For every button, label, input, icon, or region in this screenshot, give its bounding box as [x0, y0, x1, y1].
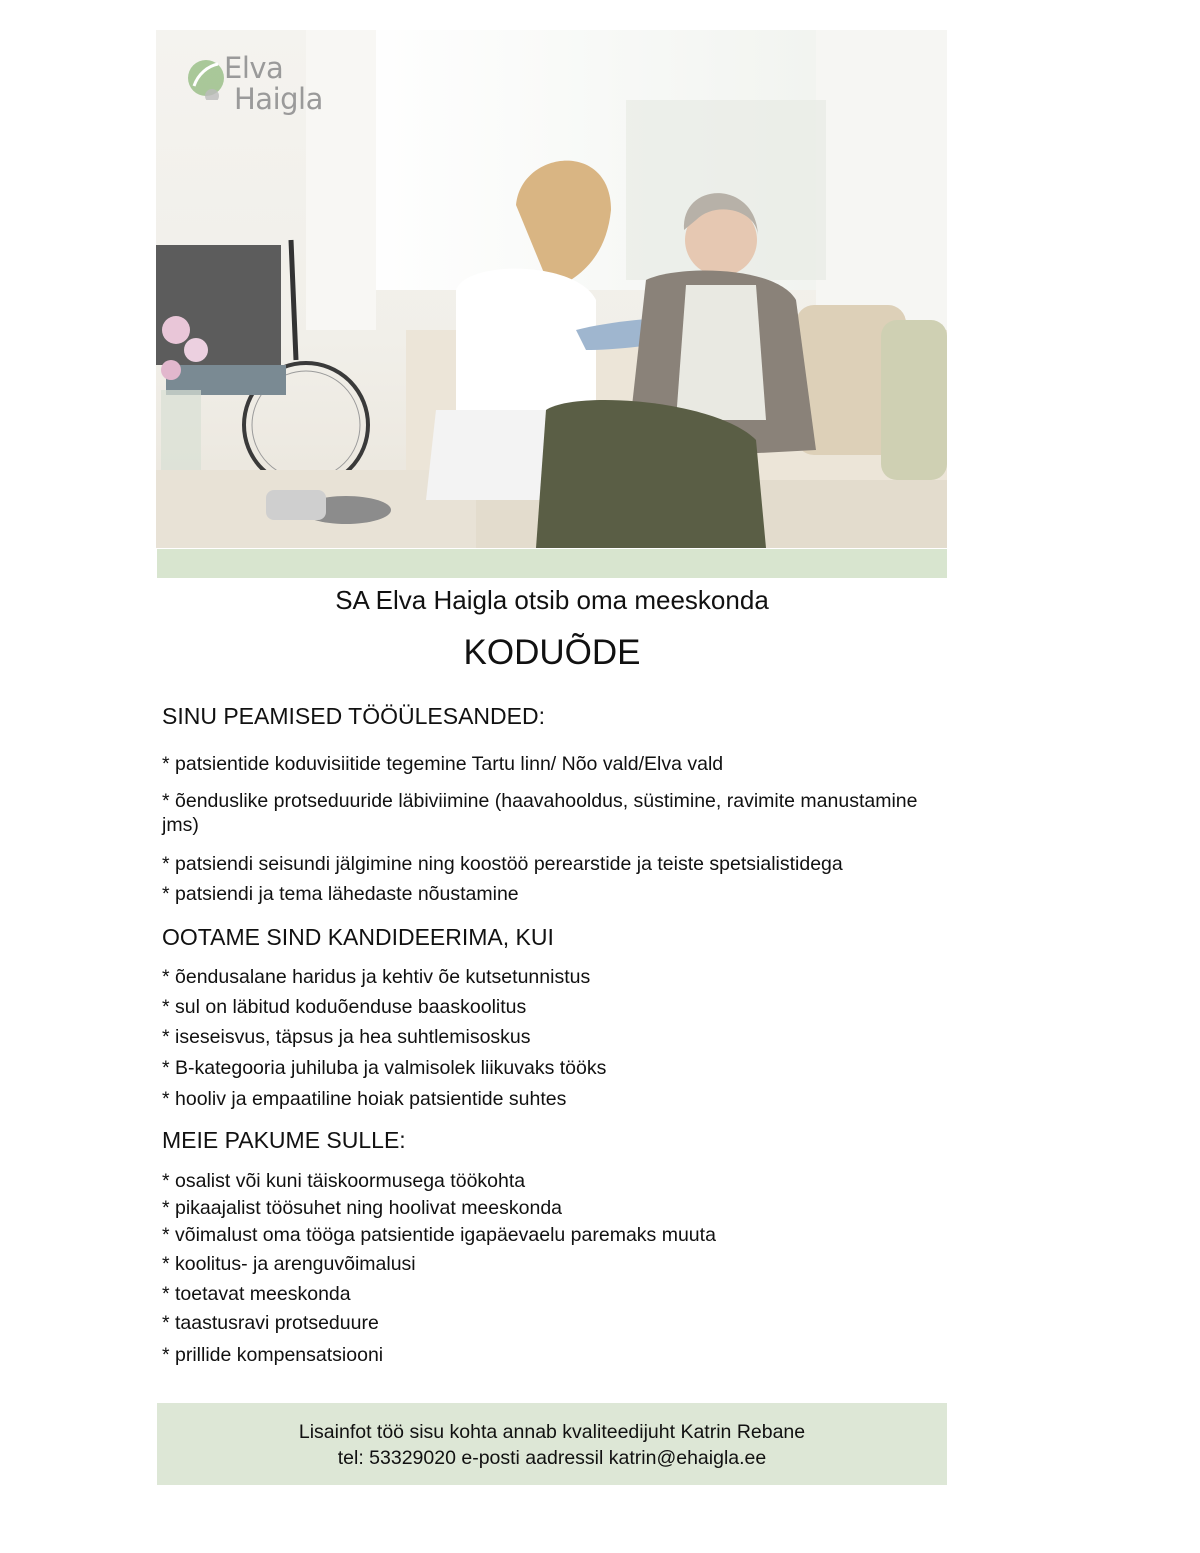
contact-footer	[157, 1403, 947, 1485]
logo-text-haigla: Haigla	[234, 82, 323, 116]
list-item: * sul on läbitud koduõenduse baaskoolitus	[162, 996, 527, 1018]
list-item: * võimalust oma tööga patsientide igapäevaelu paremaks muuta	[162, 1224, 716, 1246]
logo-text-elva: Elva	[224, 51, 284, 85]
list-item: * patsiendi seisundi jälgimine ning koostöö perearstide ja teiste spetsialistidega	[162, 853, 843, 875]
list-item: * B-kategooria juhiluba ja valmisolek liikuvaks tööks	[162, 1057, 607, 1079]
contact-info-line: Lisainfot töö sisu kohta annab kvaliteedijuht Katrin Rebane	[298, 1421, 806, 1443]
list-item: * õendusalane haridus ja kehtiv õe kutsetunnistus	[162, 966, 591, 988]
contact-details-line[interactable]: tel: 53329020 e-posti aadressil katrin@ehaigla.ee	[337, 1447, 767, 1469]
page-title: KODUÕDE	[463, 633, 641, 672]
list-item: * prillide kompensatsiooni	[162, 1344, 384, 1366]
list-item: * toetavat meeskonda	[162, 1283, 351, 1305]
list-item: * patsiendi ja tema lähedaste nõustamine	[162, 883, 519, 905]
list-item: * iseseisvus, täpsus ja hea suhtlemisoskus	[162, 1026, 531, 1048]
elva-haigla-logo-mark	[184, 56, 228, 100]
list-item: * hooliv ja empaatiline hoiak patsientide suhtes	[162, 1088, 567, 1110]
list-item: * osalist või kuni täiskoormusega töökohta	[162, 1170, 526, 1192]
green-band	[157, 549, 947, 578]
section-heading-requirements: OOTAME SIND KANDIDEERIMA, KUI	[162, 924, 554, 950]
list-item: * taastusravi protseduure	[162, 1312, 379, 1334]
section-heading-offer: MEIE PAKUME SULLE:	[162, 1127, 406, 1153]
page-subtitle: SA Elva Haigla otsib oma meeskonda	[335, 585, 769, 615]
section-heading-tasks: SINU PEAMISED TÖÖÜLESANDED:	[162, 703, 545, 729]
list-item: * koolitus- ja arenguvõimalusi	[162, 1253, 416, 1275]
elva-haigla-logo	[184, 52, 344, 122]
list-item: * patsientide koduvisiitide tegemine Tartu linn/ Nõo vald/Elva vald	[162, 753, 724, 775]
list-item: * pikaajalist töösuhet ning hoolivat meeskonda	[162, 1197, 563, 1219]
hero-photo	[156, 30, 947, 548]
list-item: * õenduslike protseduuride läbiviimine (haavahooldus, süstimine, ravimite manustamine jms)	[162, 790, 918, 836]
